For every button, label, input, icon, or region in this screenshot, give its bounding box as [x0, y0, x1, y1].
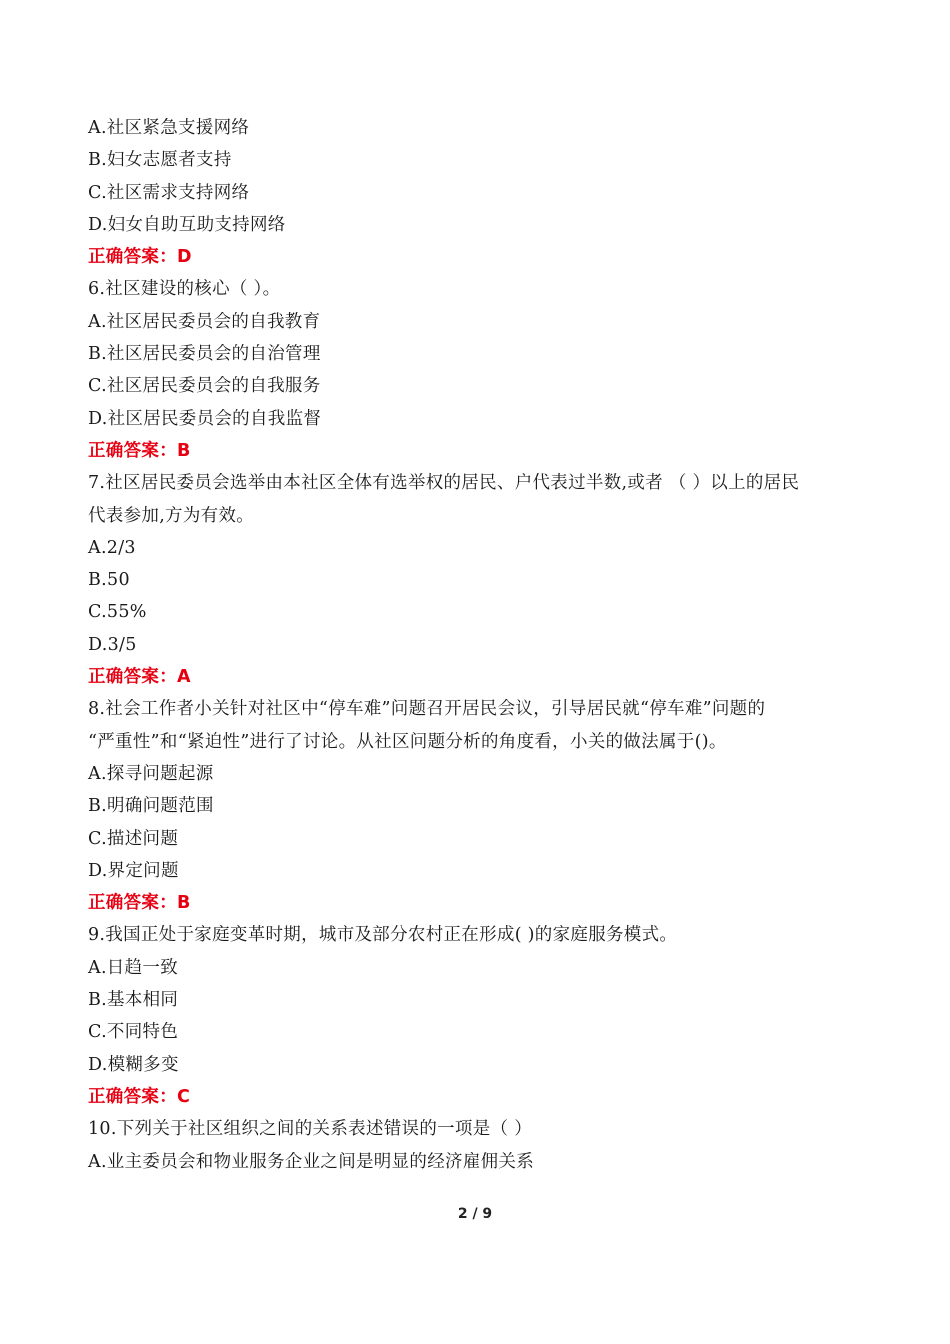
q8-option-c: C.描述问题: [88, 828, 179, 849]
q5-option-b: B.妇女志愿者支持: [88, 150, 232, 171]
q9-option-a: A.日趋一致: [88, 957, 179, 978]
q8-answer: 正确答案：B: [88, 893, 191, 914]
q10-question: 10.下列关于社区组织之间的关系表述错误的一项是（ ）: [88, 1119, 532, 1140]
q8-option-b: B.明确问题范围: [88, 796, 214, 817]
question-list: [88, 112, 868, 1178]
q7-answer: 正确答案：A: [88, 667, 191, 688]
q6-answer: 正确答案：B: [88, 440, 191, 461]
q8-question-line2: “严重性”和“紧迫性”进行了讨论。从社区问题分析的角度看，小关的做法属于()。: [88, 731, 727, 752]
q8-option-a: A.探寻问题起源: [88, 763, 214, 784]
q5-option-a: A.社区紧急支援网络: [88, 118, 250, 138]
q10-option-a: A.业主委员会和物业服务企业之间是明显的经济雇佣关系: [88, 1151, 534, 1172]
q8-option-d: D.界定问题: [88, 860, 179, 881]
q7-question-line2: 代表参加,方为有效。: [88, 505, 255, 526]
q7-option-c: C.55%: [88, 602, 147, 623]
q6-option-d: D.社区居民委员会的自我监督: [88, 408, 322, 429]
q7-question-line1: 7.社区居民委员会选举由本社区全体有选举权的居民、户代表过半数,或者 （ ）以上的居民: [88, 473, 800, 494]
q6-question: 6.社区建设的核心（ ）。: [88, 279, 281, 300]
q9-option-c: C.不同特色: [88, 1022, 179, 1043]
q9-option-b: B.基本相同: [88, 990, 179, 1011]
q9-answer: 正确答案：C: [88, 1086, 191, 1107]
q6-option-a: A.社区居民委员会的自我教育: [88, 311, 321, 332]
q6-option-b: B.社区居民委员会的自治管理: [88, 344, 321, 365]
q9-question: 9.我国正处于家庭变革时期，城市及部分农村正在形成( )的家庭服务模式。: [88, 925, 678, 946]
q5-answer: 正确答案：D: [88, 247, 192, 268]
q5-option-c: C.社区需求支持网络: [88, 182, 250, 203]
q8-question-line1: 8.社会工作者小关针对社区中“停车难”问题召开居民会议，引导居民就“停车难”问题的: [88, 699, 766, 720]
q6-option-c: C.社区居民委员会的自我服务: [88, 376, 321, 397]
page-number: 2 / 9: [457, 1206, 493, 1222]
q9-option-d: D.模糊多变: [88, 1054, 179, 1075]
q5-option-d: D.妇女自助互助支持网络: [88, 214, 286, 235]
q7-option-d: D.3/5: [88, 634, 137, 655]
q7-option-b: B.50: [88, 570, 130, 591]
q7-option-a: A.2/3: [88, 537, 136, 558]
